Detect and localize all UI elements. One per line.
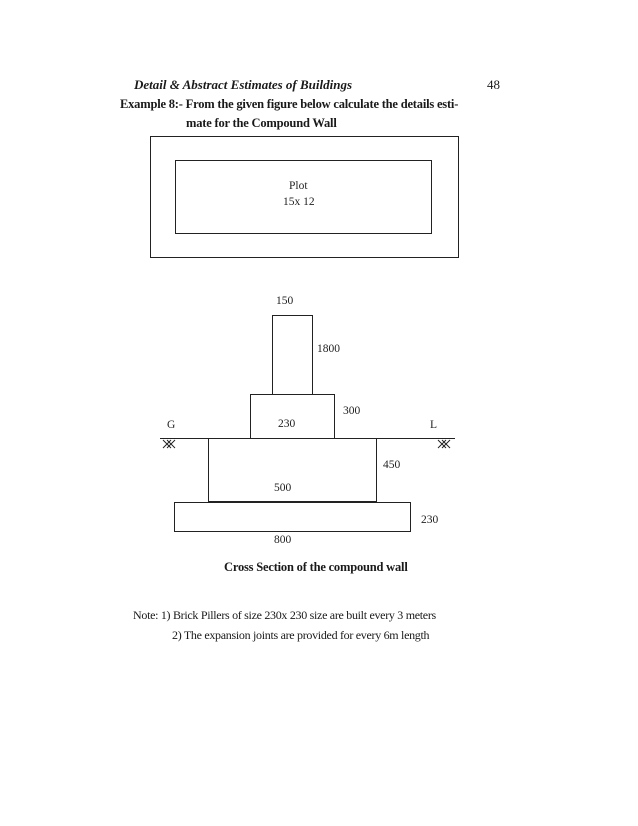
- ground-hatch-right: [438, 440, 450, 448]
- plot-label: Plot: [289, 180, 308, 192]
- ground-label-right: L: [430, 419, 438, 431]
- book-title: Detail & Abstract Estimates of Buildings: [134, 77, 353, 92]
- footing-block: [209, 439, 377, 502]
- step-block: [251, 395, 335, 439]
- note-line-1: Note: 1) Brick Pillers of size 230x 230 size are built every 3 meters: [133, 608, 436, 622]
- dim-footing-height: 450: [383, 459, 401, 471]
- dim-step-width: 230: [278, 418, 296, 430]
- figure-caption: Cross Section of the compound wall: [224, 560, 408, 574]
- dim-pillar-width: 150: [276, 295, 294, 307]
- dim-pillar-height: 1800: [317, 343, 340, 355]
- dim-footing-width: 500: [274, 482, 292, 494]
- ground-label-left: G: [167, 419, 176, 431]
- dim-step-height: 300: [343, 405, 361, 417]
- example-line-2: mate for the Compound Wall: [186, 116, 337, 130]
- example-line-1: Example 8:- From the given figure below calculate the details esti-: [120, 97, 459, 111]
- dim-base-height: 230: [421, 514, 439, 526]
- ground-hatch-left: [163, 440, 175, 448]
- dim-base-width: 800: [274, 534, 292, 546]
- plot-size: 15x 12: [283, 196, 315, 208]
- note-line-2: 2) The expansion joints are provided for every 6m length: [172, 628, 430, 642]
- base-concrete-block: [175, 503, 411, 532]
- pillar-block: [273, 316, 313, 395]
- page-number: 48: [487, 77, 500, 92]
